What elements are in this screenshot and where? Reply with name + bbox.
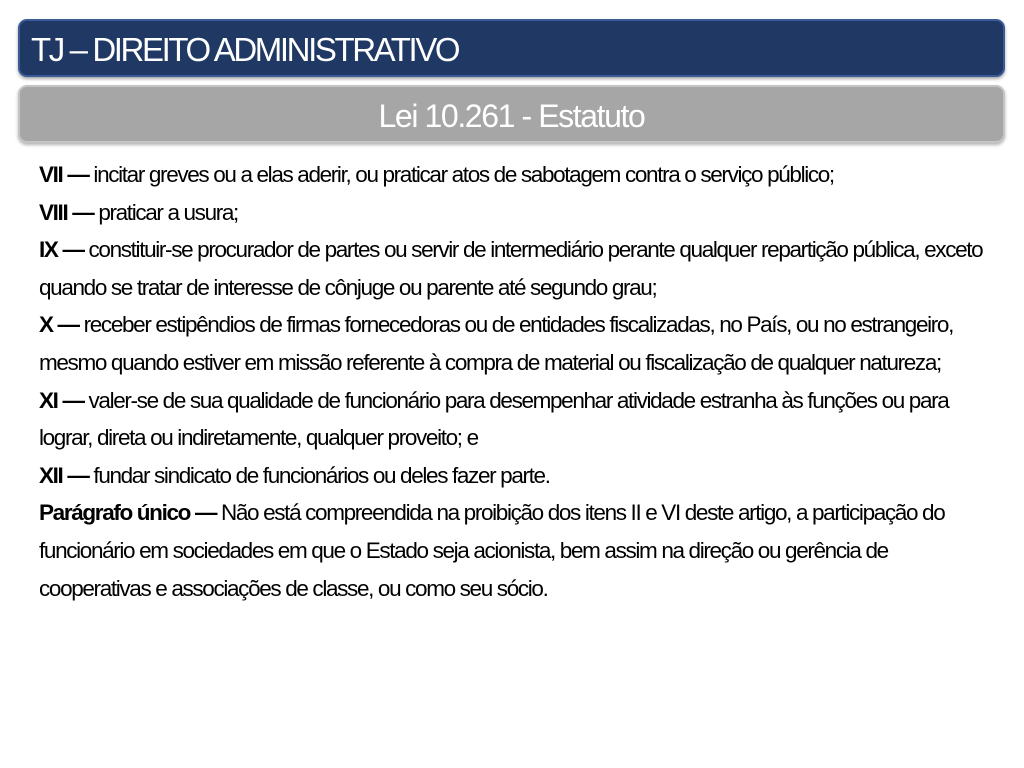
item-text: fundar sindicato de funcionários ou deles fazer parte.	[88, 462, 550, 488]
item-text: Não está compreendida na proibição dos itens II e VI deste artigo, a participação do funcionário em sociedades em que o Estado seja acionista, bem assim na direção ou gerência de cooperativas e associações de classe, ou como seu sócio.	[39, 500, 945, 601]
item-label: IX —	[39, 237, 84, 263]
item-xii	[39, 457, 1004, 495]
item-text: praticar a usura;	[93, 199, 238, 225]
item-x	[39, 306, 1004, 381]
item-label: XI —	[39, 387, 84, 413]
item-text: constituir-se procurador de partes ou servir de intermediário perante qualquer repartição pública, exceto quando se tratar de interesse de cônjuge ou parente até segundo grau;	[39, 237, 983, 300]
slide-title: TJ – DIREITO ADMINISTRATIVO	[31, 31, 459, 68]
body-text	[39, 156, 1004, 607]
item-text: incitar greves ou a elas aderir, ou praticar atos de sabotagem contra o serviço público;	[88, 162, 834, 187]
item-label: Parágrafo único —	[39, 500, 217, 526]
slide-subtitle: Lei 10.261 - Estatuto	[378, 98, 645, 134]
item-label: X —	[39, 312, 79, 338]
item-text: receber estipêndios de firmas fornecedoras ou de entidades fiscalizadas, no País, ou no estrangeiro, mesmo quando estiver em missão referente à compra de material ou fiscalização de qualquer natureza;	[39, 312, 953, 375]
item-label: VIII —	[39, 199, 94, 225]
item-viii	[39, 194, 1004, 232]
item-vii	[39, 156, 1004, 194]
item-label: VII —	[39, 162, 89, 187]
item-ix	[39, 231, 1004, 306]
paragrafo-unico	[39, 494, 1004, 607]
item-text: valer-se de sua qualidade de funcionário para desempenhar atividade estranha às funções ou para lograr, direta ou indiretamente, qualquer proveito; e	[39, 387, 949, 451]
item-xi	[39, 382, 1004, 457]
item-label: XII —	[39, 462, 89, 488]
subtitle-bar	[18, 85, 1005, 143]
title-bar	[18, 19, 1005, 77]
